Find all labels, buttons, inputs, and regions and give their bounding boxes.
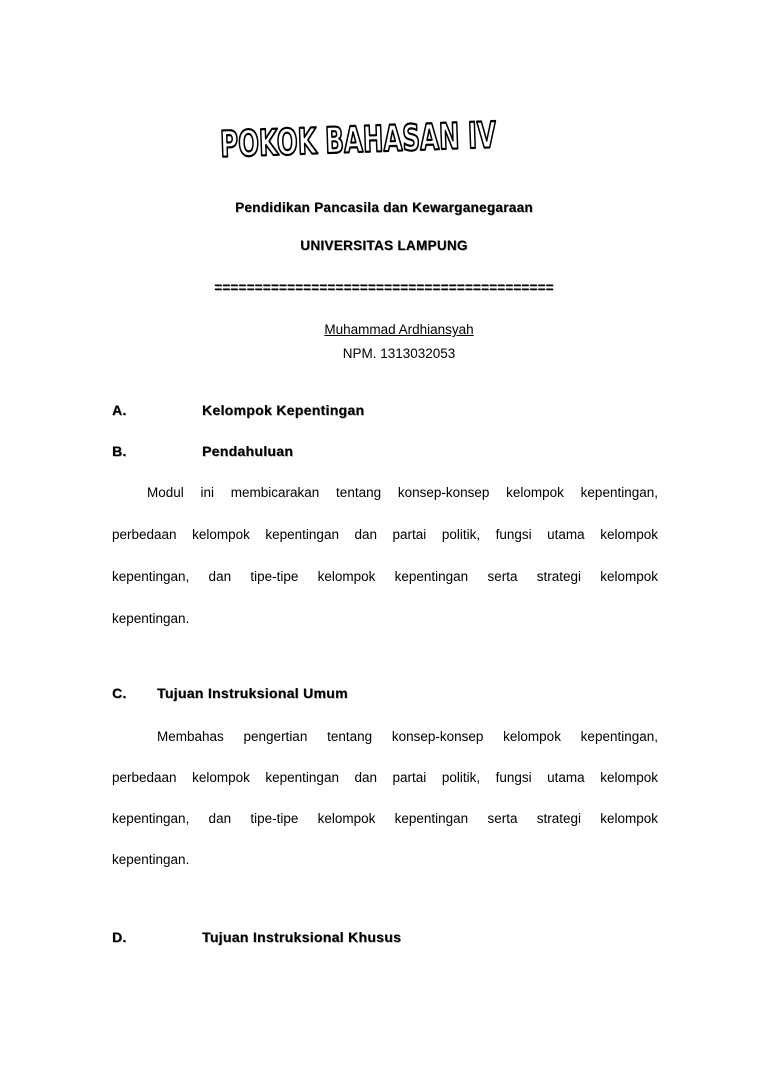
author-name-text: Muhammad Ardhiansyah [324,322,474,337]
section-a-heading [112,402,365,418]
section-letter: B. [112,443,127,459]
paragraph-line: kepentingan, dan tipe-tipe kelompok kepentingan serta strategi kelompok [112,811,658,826]
university-name: UNIVERSITAS LAMPUNG [300,238,468,253]
paragraph-line: perbedaan kelompok kepentingan dan partai politik, fungsi utama kelompok [112,527,658,542]
section-d-heading [112,929,402,945]
wordart-title [218,110,626,166]
section-c-heading [112,685,348,701]
section-letter: C. [112,685,127,701]
student-number [0,346,768,361]
wordart-title-graphic [218,110,626,166]
section-letter: A. [112,402,127,418]
author-name [0,322,768,337]
paragraph-line: Membahas pengertian tentang konsep-konsep kelompok kepentingan, [157,729,658,744]
section-letter: D. [112,929,127,945]
paragraph-line: kepentingan, dan tipe-tipe kelompok kepentingan serta strategi kelompok [112,569,658,584]
section-title: Tujuan Instruksional Umum [157,685,348,701]
section-title: Kelompok Kepentingan [202,402,365,418]
paragraph-line: kepentingan. [112,852,190,867]
section-title: Pendahuluan [202,443,294,459]
wordart-title-text: POKOK BAHASAN IV [219,110,626,166]
course-title: Pendidikan Pancasila dan Kewarganegaraan [235,200,533,215]
paragraph-line: kepentingan. [112,611,190,626]
separator-line: ========================================== [214,280,554,295]
student-number-text: NPM. 1313032053 [342,346,456,361]
paragraph-line: Modul ini membicarakan tentang konsep-konsep kelompok kepentingan, [147,485,658,500]
section-b-heading [112,443,294,459]
section-title: Tujuan Instruksional Khusus [202,929,402,945]
paragraph-line: perbedaan kelompok kepentingan dan partai politik, fungsi utama kelompok [112,770,658,785]
